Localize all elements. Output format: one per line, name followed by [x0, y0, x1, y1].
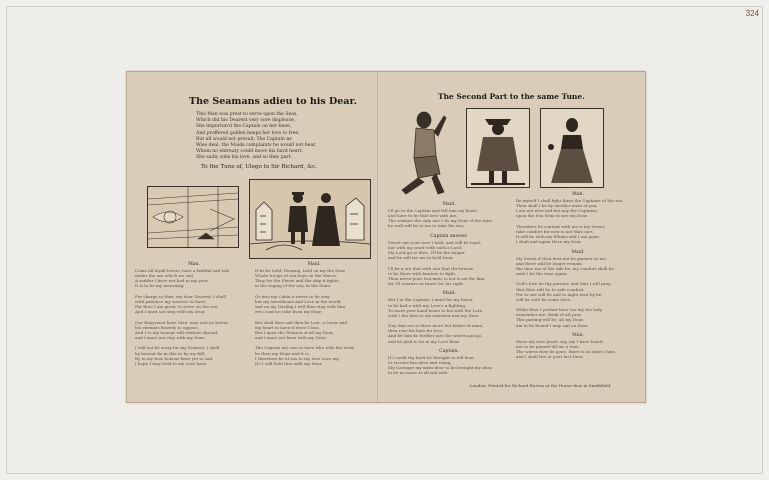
ballad-line: My Lord go to thee, I'll be the longer [388, 250, 465, 256]
ballad-line: and I must not have with my Dear. [255, 335, 327, 341]
ballad-line: am to be bound I may sail on Dear. [516, 322, 589, 328]
ballad-line: to be there with hunters to fight, [388, 270, 457, 276]
ballad-line: This parting will be, ah my Dear, [516, 317, 584, 323]
ballad-line: and have to be that love with me, [388, 213, 458, 219]
ballad-line: I am not ever sail but any the Captains, [516, 208, 598, 214]
right-page [380, 72, 645, 402]
ballad-line: I'll go to the Captain and tell him my heart, [388, 208, 479, 213]
left-column-two [255, 262, 373, 366]
ballad-line: and on my Darling I will then stay with him [255, 304, 346, 310]
ballad-line: My Sweet if thou dost not be partner to me, [516, 255, 608, 261]
verse-line: She importun'd the Captain on her knee, [196, 124, 292, 130]
ballad-line: Sweet one your love I hold, and will be loyal, [388, 239, 482, 245]
ballad-line: For charge to thee, my dear Dearest, I shall [135, 293, 226, 299]
ballad-line: The seaman the only one I do my Dear of the time [388, 218, 492, 224]
ballad-line: and be glad to be in my Love Rear. [388, 338, 461, 344]
ballad-line: I will not be sorry for my Dearest, I shall [135, 345, 220, 351]
ballad-line: ere I and we take from my Dear. [255, 309, 323, 315]
ballad-line: It is to be my mourning [135, 283, 184, 289]
ballad-line: he well will be to me to take the sea, [388, 223, 465, 229]
ballad-line: not to be pinned till me a tear, [516, 344, 579, 350]
ballad-line: God's love be thy partner, and that I will pray, [516, 281, 612, 287]
ballad-line: Do I will hold that with my Dear. [255, 360, 323, 366]
ballad-line: Our King must have Men, men and no better [135, 319, 229, 325]
ballad-line: to be had a with my Love's a-fighting, [388, 302, 467, 308]
ballad-line: remember me, think of all your, [516, 312, 582, 318]
ballad-line: under the sea which we sail, [135, 273, 195, 279]
ballad-line: Whole troops of sea-boys on the Waves, [255, 273, 338, 279]
ballad-line: until I be the time again. [516, 271, 568, 277]
speaker-heading: Man. [572, 192, 584, 197]
speaker-heading: Man. [572, 332, 584, 338]
ballad-line: If I could thy back be brought to tell heat, [388, 354, 476, 360]
left-column-one [135, 262, 253, 366]
ballad-line: I hope I may hold to my Love here. [135, 360, 208, 366]
speaker-heading: Maid. [307, 262, 321, 267]
verse-line: Whom no entreaty could move his hard heart, [196, 149, 304, 155]
speaker-heading: Maid. [442, 202, 456, 207]
ballad-line: in the raging of the sea, in the Stars. [255, 283, 332, 289]
ballad-line: the time too of the tide be, my comfort shall be [516, 265, 614, 271]
ballad-line: and I must not stay with my Dear. [135, 335, 206, 341]
ballad-line: Come all loyall lovers, hear a faithful sad tale [135, 268, 230, 273]
ballad-line: Be myself I shall fight them the Captains of the sea, [516, 198, 624, 203]
ballad-line: he then my Hope and it is, [255, 350, 310, 356]
ballad-line: Nay that are is there more but father of mine, [388, 323, 484, 329]
ballad-line: For to sea will he and to night wait by be, [516, 291, 603, 297]
verse-line: Which did his Dearest very sore displease, [196, 118, 296, 124]
right-column-two [516, 192, 640, 360]
speaker-heading: Maid. [571, 249, 585, 255]
woodcut-lady [540, 108, 604, 188]
ballad-line: The Captain my own to have who tells the truth [255, 345, 355, 351]
ballad-line: I shall and again Here my Dear. [516, 239, 582, 245]
ballad-line: Then never poor Sea-men, is not it not for him, [388, 275, 486, 281]
ballad-line: The waves they be gone, there is no more Guns, [516, 349, 617, 355]
ballad-line: And I must not stay with my Dear. [135, 309, 206, 315]
right-column-one [388, 202, 510, 376]
broadside-sheet [126, 71, 646, 403]
ballad-line: Therefore be content with me is my Sweet, [516, 223, 606, 229]
ballad-line: But shall thou sail then be Lost, a Lover and [255, 319, 347, 325]
ballad-line: but my sweetheart and Love in the world, [255, 298, 342, 304]
ballad-line: my heart to have it were I lose, [255, 324, 320, 330]
ballad-line: that thou wilt be to safe comfort, [516, 286, 585, 292]
ballad-line: And let him be further into the waves and go, [388, 333, 483, 339]
ballad-line: then rear his hate for loss, [388, 328, 444, 334]
ballad-line: will he with be come Sure. [516, 296, 572, 302]
ballad-line: But I in the Captain, I mind for my heart, [388, 297, 474, 303]
verse-line: And proffered golden heaps her love to free, [196, 130, 300, 136]
ballad-line: and there will be longer remain [516, 260, 582, 266]
ballad-line: They for the Fleets and the ship it fights, [255, 278, 340, 284]
ballad-line: Then shall I be by another mate of you, [516, 203, 598, 209]
ballad-line: If he be bold, Dearing, hold on my the Seas [255, 268, 346, 273]
ballad-line: to be no more at all sail with. [388, 370, 449, 376]
ballad-line: with patience my sorrows to have, [135, 298, 207, 304]
speaker-heading: Captain. [439, 348, 459, 354]
ballad-line: but with my word with such a Lord, [388, 244, 463, 250]
speaker-heading: Man. [188, 262, 200, 267]
ballad-line: By to my true honour have yet to sail, [135, 355, 214, 361]
ballad-line: by honour lie in this or by my fall, [135, 350, 206, 356]
ballad-line: For thou I am prest, to serve on the sea, [135, 304, 219, 310]
ballad-line: Since my true Jewel, say, my I have found, [516, 338, 604, 344]
woodcut-couple [249, 179, 371, 259]
ballad-line: I therefore be at sea to my true Love my [255, 355, 339, 361]
ballad-line: and I shall live at your last Dear. [516, 354, 584, 360]
ballad-line: or receive but alive and rising, [388, 360, 452, 366]
ballad-line: Or into my Cabin it never to be stay, [255, 293, 331, 299]
ballad-line: upon the Sea Seas to see my Dear. [516, 213, 588, 219]
verse-line: But all would not prevail; The Captain ne [196, 136, 293, 142]
ballad-line: A sadder I have not had in my year, [135, 278, 209, 284]
verse-line: Wise deal, the Maids complaints he would not hear, [196, 143, 317, 149]
ballad-line: But I must the Dearest of all my Dear, [255, 329, 334, 335]
ballad-title: The Seamans adieu to his Dear. [189, 96, 357, 107]
tune-line: To the Tune of, Ulego to Sir Richard, &c. [201, 164, 317, 170]
argument-verse [196, 112, 346, 162]
ballad-line: While thou I prithee bear too my the lady, [516, 307, 603, 313]
second-part-title: The Second Part to the same Tune. [438, 92, 585, 101]
woodcut-landscape [147, 186, 239, 248]
speaker-heading: Captain answer. [430, 233, 468, 239]
ballad-line: I'll be a cry that with one that the breeze [388, 265, 474, 271]
ballad-line: and he will for me to hold Dear. [388, 255, 454, 261]
speaker-heading: Maid. [442, 291, 456, 297]
ballad-line: with I the best to my sweetest and my Dear. [388, 312, 480, 318]
left-page [127, 72, 378, 402]
imprint-line: London, Printed for Richard Burton at the Horse-shoe in Smithfield. [470, 383, 612, 388]
woodcut-kneeling-man [390, 108, 454, 198]
folio-number: 324 [745, 9, 759, 18]
ballad-line: To more your hand bears to his with the Lore, [388, 307, 484, 313]
ballad-line: for I'll venture as brave for his right. [388, 281, 465, 287]
ballad-line: And I to my honour will venture abroad, [135, 329, 219, 335]
ballad-line: It will be with my Whims and I am gone, [516, 234, 600, 240]
ballad-line: My Carriage my mem-dear to be brought my dear, [388, 365, 493, 371]
verse-line: She sadly sobs his love, and so they part. [196, 155, 292, 161]
ballad-line: his enemies bravely to oppose, [135, 324, 199, 330]
ballad-line: take comfort for now is not that care, [516, 228, 594, 234]
woodcut-cavalier [466, 108, 530, 188]
verse-line: This Man was prest to serve upon the Seas, [196, 112, 298, 117]
